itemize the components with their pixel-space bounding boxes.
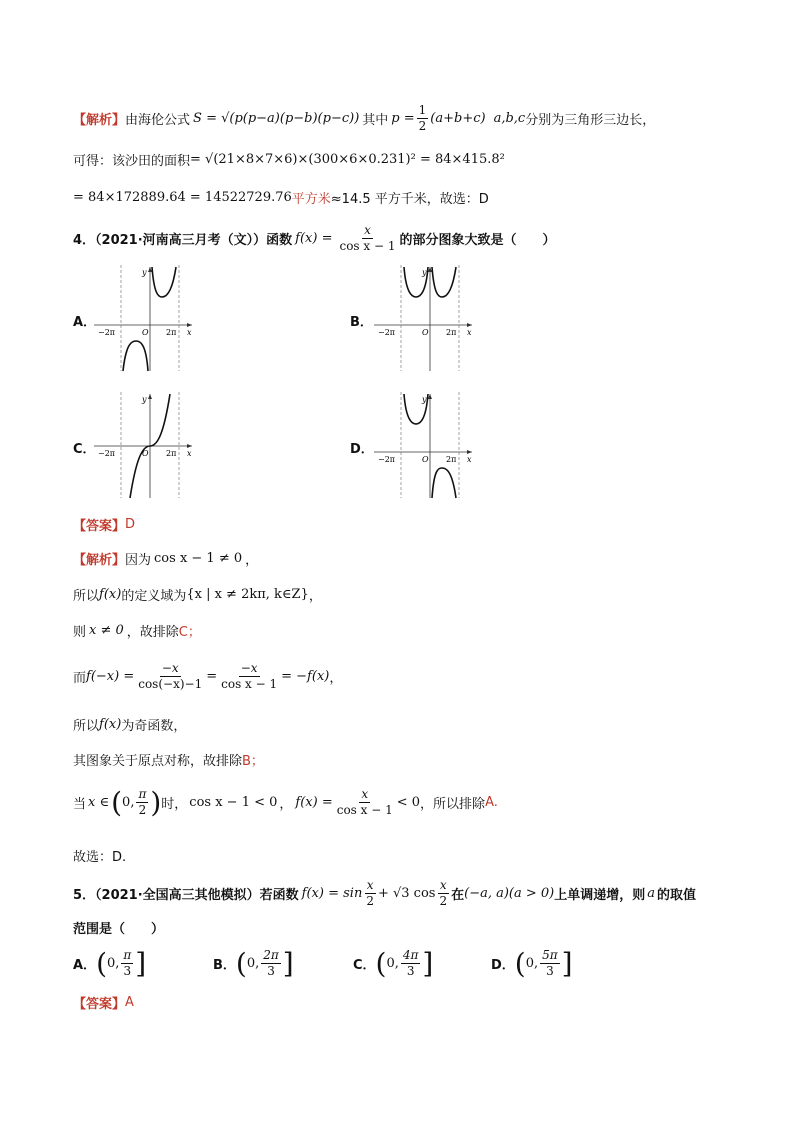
q4-l6-text: 其图象关于原点对称，故排除 (73, 754, 243, 769)
q5-stem-line2: 范围是（ ） (73, 922, 165, 937)
q4-fx: f(x) = (295, 231, 333, 246)
q4-answer-tag: 【答案】 (73, 519, 126, 534)
q4-analysis-line-4 (73, 661, 342, 692)
p-frac-num: 1 (418, 103, 427, 117)
q5-stem-mid: 上单调递增，则 (554, 888, 646, 903)
q4-graph-a-neg-tick: −2π (98, 328, 116, 337)
q4-graph-b-origin: O (422, 328, 429, 337)
q4-graph-b-pos-tick: 2π (446, 328, 457, 337)
q5-option-b-label: B． (213, 958, 236, 973)
q5-stem-line-2 (73, 918, 164, 937)
q5-a-var: a (647, 886, 656, 901)
q5-frac-1-den: 2 (366, 894, 374, 908)
q4-conclusion-text: 故选：D. (73, 850, 127, 865)
q5-fx: f(x) = sin (301, 886, 363, 901)
q4-l4-end: ， (329, 671, 343, 686)
q4-graph-a-y-label: y (142, 268, 147, 277)
q5-frac-2 (437, 878, 449, 909)
q4-graph-d-x-label: x (467, 455, 472, 464)
heron-formula: S = √(p(p−a)(p−b)(p−c)) (193, 111, 360, 126)
q4-l7-frac-den: cos x − 1 (336, 803, 393, 817)
qizhong-text: 其中 (362, 113, 389, 128)
q5-option-c-rbrack: ] (422, 946, 434, 980)
q5-option-a-rbrack: ] (135, 946, 147, 980)
q5-answer-tag: 【答案】 (73, 997, 126, 1012)
q5-answer-value: A (125, 995, 134, 1010)
q5-option-d-den: 3 (546, 964, 554, 978)
p-fraction (417, 103, 429, 134)
q4-l4-frac-1-num: −x (161, 661, 179, 675)
area-intro: 可得：该沙田的面积 (73, 154, 191, 169)
q4-graph-b-y-label: y (422, 268, 427, 277)
q5-option-b-zero: 0, (246, 956, 260, 971)
q4-l7-excluded: A. (485, 795, 498, 810)
q5-option-d[interactable] (491, 948, 573, 979)
q4-graph-c-pos-tick: 2π (166, 449, 177, 458)
q4-l7-lt: < 0 (396, 795, 421, 810)
q4-frac-num: x (364, 223, 371, 237)
q5-option-b-frac (261, 948, 281, 979)
q4-graph-c-origin: O (142, 449, 149, 458)
p-frac-den: 2 (418, 119, 427, 133)
q5-options (73, 948, 573, 979)
q4-l7-frac-num: x (361, 787, 369, 801)
q4-graph-d-pos-tick: 2π (446, 455, 457, 464)
q5-plus: + √3 cos (377, 886, 436, 901)
q4-analysis-line-3 (73, 621, 201, 640)
q4-l7-text: 当 (73, 797, 87, 812)
q4-l7-right-paren: ) (150, 785, 162, 819)
q4-l3-text2: ，故排除 (126, 625, 179, 640)
q5-option-a-den: 3 (123, 964, 132, 978)
q5-option-d-lparen: ( (514, 946, 526, 980)
q4-l7-x: x ∈ (88, 795, 110, 810)
q4-graph-b-neg-tick: −2π (378, 328, 396, 337)
q4-l7-text3: ，所以排除 (420, 797, 486, 812)
q4-analysis-line-1 (73, 549, 258, 568)
q4-l6-excluded: B； (242, 754, 264, 769)
heron-intro: 由海伦公式 (125, 113, 191, 128)
q4-l7-text2: 时， (161, 797, 188, 812)
q5-option-c-lparen: ( (375, 946, 387, 980)
area-approx: ≈14.5 平方千米，故选：D (330, 192, 489, 207)
q4-stem-suffix: 的部分图象大致是（ ） (399, 233, 556, 248)
q4-fraction (337, 223, 397, 254)
p-rest: (a+b+c) (430, 111, 486, 126)
q5-frac-2-num: x (439, 878, 447, 892)
q4-l5-text: 所以 (73, 719, 100, 734)
q4-graph-a[interactable] (92, 263, 202, 373)
q4-l4-frac-2 (219, 661, 279, 692)
q4-l3-text: 则 (73, 625, 87, 640)
solution-line-1 (73, 103, 655, 134)
q4-l7-int-den: 2 (138, 803, 147, 817)
q4-l7-left-paren: ( (111, 785, 123, 819)
q4-l4-lhs: f(−x) = (86, 669, 135, 684)
q4-option-a-label: A． (73, 315, 97, 330)
area-result: = 84×172889.64 = 14522729.76 (73, 190, 292, 205)
q4-answer (73, 515, 135, 534)
q4-option-d-label: D． (350, 442, 374, 457)
q4-l4-frac-1-den: cos(−x)−1 (138, 677, 203, 691)
area-expr: = √(21×8×7×6)×(300×6×0.231)² = 84×415.8² (190, 152, 505, 167)
q4-l3-expr: x ≠ 0 (89, 623, 124, 638)
q4-answer-value: D (125, 517, 136, 532)
q4-graph-c-y-label: y (142, 395, 147, 404)
q5-option-b-den: 3 (267, 964, 275, 978)
q4-l3-excluded: C； (178, 625, 201, 640)
q4-analysis-line-6 (73, 750, 264, 769)
q5-option-d-zero: 0, (525, 956, 539, 971)
q4-l2-end: ， (308, 589, 322, 604)
q5-frac-2-den: 2 (439, 894, 448, 908)
q5-option-a-num: π (123, 948, 132, 962)
q4-l7-frac (335, 787, 395, 818)
q4-l2-fx: f(x) (99, 587, 122, 602)
q5-option-d-rbrack: ] (561, 946, 573, 980)
q4-graph-d-neg-tick: −2π (378, 455, 396, 464)
q4-l4-rhs: = −f(x) (281, 669, 330, 684)
q4-graph-d-origin: O (422, 455, 429, 464)
q5-option-d-frac (540, 948, 560, 979)
q4-l5-text2: 为奇函数， (121, 719, 187, 734)
q4-frac-den: cos x − 1 (339, 239, 396, 253)
q4-graph-a-x-label: x (187, 328, 192, 337)
q5-option-b-lparen: ( (235, 946, 247, 980)
q5-option-c-label: C． (353, 958, 376, 973)
q4-l4-frac-2-den: cos x − 1 (221, 677, 278, 691)
q5-answer (73, 993, 134, 1012)
area-unit: 平方米 (291, 192, 331, 207)
q4-graph-d-y-label: y (422, 395, 427, 404)
q4-l2-text2: 的定义域为 (121, 589, 187, 604)
q4-l4-frac-2-num: −x (240, 661, 258, 675)
q5-option-a-frac (121, 948, 133, 979)
q5-option-c-den: 3 (406, 964, 415, 978)
q4-stem-prefix: 4．（2021·河南高三月考（文））函数 (73, 233, 293, 248)
q4-l1-end: ， (245, 553, 259, 568)
q5-option-c-frac (401, 948, 421, 979)
q4-l7-zero: 0, (122, 795, 135, 810)
q5-option-c[interactable] (353, 948, 491, 979)
q4-conclusion (73, 846, 126, 865)
q4-analysis-line-5 (73, 715, 186, 734)
q5-option-b-rbrack: ] (282, 946, 294, 980)
q4-l7-int-num: π (138, 787, 147, 801)
q5-option-b[interactable] (213, 948, 353, 979)
q4-l4-text: 而 (73, 671, 87, 686)
q4-l5-fx: f(x) (99, 717, 122, 732)
q4-graph-b[interactable] (372, 263, 482, 373)
q4-l7-int-frac (136, 787, 148, 818)
q5-option-a-label: A． (73, 958, 97, 973)
q5-stem (73, 878, 696, 909)
q5-zai: 在 (451, 888, 465, 903)
q5-option-a-zero: 0, (107, 956, 120, 971)
q4-l2-set: {x | x ≠ 2kπ, k∈Z} (186, 587, 309, 602)
q5-option-d-label: D． (491, 958, 515, 973)
q4-l1-expr: cos x − 1 ≠ 0 (154, 551, 243, 566)
analysis-tag: 【解析】 (73, 113, 126, 128)
q4-option-c-label: C． (73, 442, 96, 457)
q4-stem (73, 223, 556, 254)
q5-stem-prefix: 5．（2021·全国高三其他模拟）若函数 (73, 888, 299, 903)
q5-option-d-num: 5π (542, 948, 558, 962)
q4-graph-c[interactable] (92, 390, 202, 500)
p-eq: p = (391, 111, 415, 126)
q4-l7-cos: cos x − 1 < 0 (189, 795, 278, 810)
solution-line-3 (73, 188, 489, 207)
q4-graph-c-neg-tick: −2π (98, 449, 116, 458)
sides-text: 分别为三角形三边长， (525, 113, 656, 128)
q4-analysis-tag: 【解析】 (73, 553, 126, 568)
q4-option-b-label: B． (350, 315, 373, 330)
q5-option-b-num: 2π (263, 948, 279, 962)
q4-l7-fx: f(x) = (295, 795, 333, 810)
q5-option-c-zero: 0, (386, 956, 399, 971)
q4-l4-frac-1 (136, 661, 204, 692)
q4-l4-eq: = (206, 669, 218, 684)
q4-graph-a-origin: O (142, 328, 149, 337)
q5-interval: (−a, a)(a > 0) (464, 886, 555, 901)
q4-graph-c-x-label: x (187, 449, 192, 458)
q4-graph-d[interactable] (372, 390, 482, 500)
solution-line-2 (73, 150, 505, 169)
q5-option-a-lparen: ( (96, 946, 107, 980)
q4-analysis-line-2 (73, 585, 322, 604)
q4-l7-comma: ， (279, 797, 293, 812)
q5-option-c-num: 4π (402, 948, 419, 962)
q4-l1-text: 因为 (125, 553, 152, 568)
q4-analysis-line-7 (73, 787, 498, 818)
q5-stem-end: 的取值 (657, 888, 697, 903)
q5-option-a[interactable] (73, 948, 213, 979)
q4-l2-text: 所以 (73, 589, 100, 604)
q4-graph-a-pos-tick: 2π (166, 328, 177, 337)
sides-vars: a,b,c (493, 111, 526, 126)
q4-graph-b-x-label: x (467, 328, 472, 337)
q5-frac-1 (364, 878, 376, 909)
q5-frac-1-num: x (366, 878, 374, 892)
